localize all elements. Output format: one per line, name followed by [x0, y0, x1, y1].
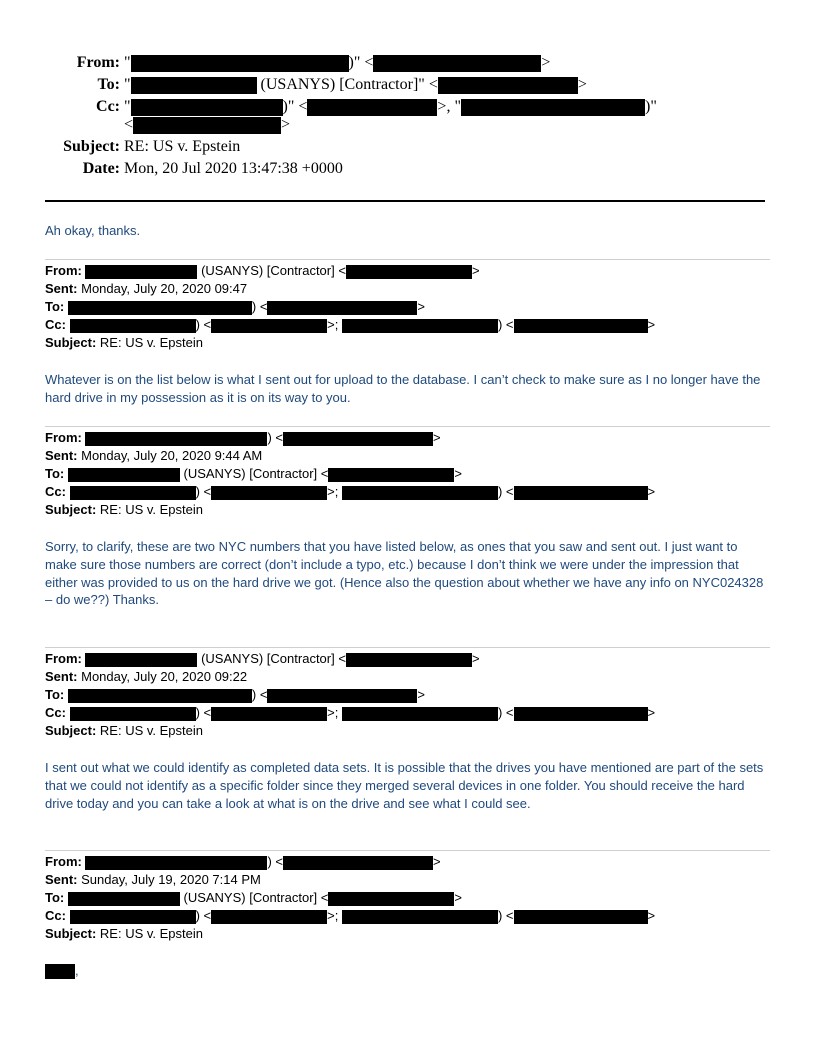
- message-body: Sorry, to clarify, these are two NYC numbers that you have listed below, as ones that you saw and sent out. I just want to make sure those numbers are correct (don’t include a typo, etc.) because I don’t think we were under the impression that either was provided to us on the hard drive we got. (Hence also the question about whether we have any info on NYC024328 – do we??) Thanks.: [45, 539, 764, 608]
- subject-line: Subject: RE: US v. Epstein: [45, 723, 203, 738]
- redaction-box: [70, 319, 196, 333]
- from-value: " )" < >: [124, 54, 551, 71]
- subject-value: RE: US v. Epstein: [124, 138, 241, 155]
- subject-line: Subject: RE: US v. Epstein: [45, 335, 203, 350]
- sent-line: Sent: Monday, July 20, 2020 9:44 AM: [45, 448, 263, 463]
- redaction-box: [342, 486, 498, 500]
- redaction-box: [514, 486, 648, 500]
- redaction-box: [211, 319, 327, 333]
- redaction-box: [131, 55, 349, 72]
- date-value: Mon, 20 Jul 2020 13:47:38 +0000: [124, 160, 343, 177]
- redaction-box: [68, 689, 252, 703]
- redaction-box: [70, 910, 196, 924]
- redaction-box: [70, 707, 196, 721]
- subject-line: Subject: RE: US v. Epstein: [45, 926, 203, 941]
- redaction-box: [68, 468, 180, 482]
- redaction-box: [131, 77, 257, 94]
- message-separator: [45, 426, 770, 427]
- subject-line: Subject: RE: US v. Epstein: [45, 502, 203, 517]
- redaction-box: [133, 117, 281, 134]
- redaction-box: [438, 77, 578, 94]
- quoted-message-header: [45, 262, 770, 352]
- to-line: To: ) < >: [45, 687, 426, 702]
- message-separator: [45, 850, 770, 851]
- message-separator: [45, 647, 770, 648]
- redaction-box: [211, 910, 327, 924]
- to-line: To: (USANYS) [Contractor] < >: [45, 466, 462, 481]
- quoted-message-header: [45, 650, 770, 740]
- redaction-box: [68, 892, 180, 906]
- redaction-box: [211, 707, 327, 721]
- redaction-box: [461, 99, 645, 116]
- from-line: From: ) < >: [45, 430, 441, 445]
- redaction-box: [283, 432, 433, 446]
- quoted-message-header: [45, 853, 770, 943]
- redaction-box: [307, 99, 437, 116]
- sent-line: Sent: Sunday, July 19, 2020 7:14 PM: [45, 872, 261, 887]
- from-line: From: ) < >: [45, 854, 441, 869]
- to-line: To: (USANYS) [Contractor] < >: [45, 890, 462, 905]
- redaction-box: [70, 486, 196, 500]
- redaction-box: [283, 856, 433, 870]
- reply-body: Ah okay, thanks.: [45, 223, 141, 238]
- redaction-box: [328, 468, 454, 482]
- message-body: I sent out what we could identify as completed data sets. It is possible that the drives you have mentioned are part of the sets that we could not identify as a specific folder since they merged several devices in one folder. You should receive the hard drive today and you can take a look at what is on the drive and see what I could see.: [45, 760, 764, 811]
- cc-line: Cc: ) < >; ) < >: [45, 908, 656, 923]
- date-label: Date:: [82, 160, 120, 177]
- quoted-message-header: [45, 429, 770, 519]
- from-line: From: (USANYS) [Contractor] < >: [45, 263, 480, 278]
- redaction-box: [514, 910, 648, 924]
- sent-line: Sent: Monday, July 20, 2020 09:47: [45, 281, 248, 296]
- redaction-box: [342, 910, 498, 924]
- redaction-box: [514, 319, 648, 333]
- redaction-box: [514, 707, 648, 721]
- message-body: Whatever is on the list below is what I sent out for upload to the database. I can’t check to make sure as I no longer have the hard drive in my possession as it is on its way to you.: [45, 372, 761, 405]
- redaction-box: [85, 265, 197, 279]
- redaction-box: [373, 55, 541, 72]
- redaction-box: [85, 653, 197, 667]
- redaction-box: [267, 301, 417, 315]
- sent-line: Sent: Monday, July 20, 2020 09:22: [45, 669, 248, 684]
- redaction-box: [68, 301, 252, 315]
- cc-label: Cc:: [96, 98, 120, 115]
- subject-label: Subject:: [63, 138, 120, 155]
- header-divider: [45, 200, 765, 202]
- cc-value: " )" < >, " )": [124, 98, 657, 115]
- redaction-box: [342, 319, 498, 333]
- to-label: To:: [97, 76, 120, 93]
- redaction-box: [85, 432, 267, 446]
- redaction-box: [346, 653, 472, 667]
- redaction-box: [328, 892, 454, 906]
- redaction-box: [346, 265, 472, 279]
- cc-line: Cc: ) < >; ) < >: [45, 484, 656, 499]
- redaction-box: [342, 707, 498, 721]
- redaction-box: [45, 964, 75, 979]
- cc-line: Cc: ) < >; ) < >: [45, 317, 656, 332]
- closing-salutation: ,: [45, 962, 770, 980]
- from-label: From:: [76, 54, 120, 71]
- cc-value-line2: < >: [124, 116, 291, 133]
- redaction-box: [131, 99, 283, 116]
- cc-line: Cc: ) < >; ) < >: [45, 705, 656, 720]
- to-value: " (USANYS) [Contractor]" < >: [124, 76, 587, 93]
- redaction-box: [211, 486, 327, 500]
- to-line: To: ) < >: [45, 299, 426, 314]
- redaction-box: [85, 856, 267, 870]
- from-line: From: (USANYS) [Contractor] < >: [45, 651, 480, 666]
- redaction-box: [267, 689, 417, 703]
- message-separator: [45, 259, 770, 260]
